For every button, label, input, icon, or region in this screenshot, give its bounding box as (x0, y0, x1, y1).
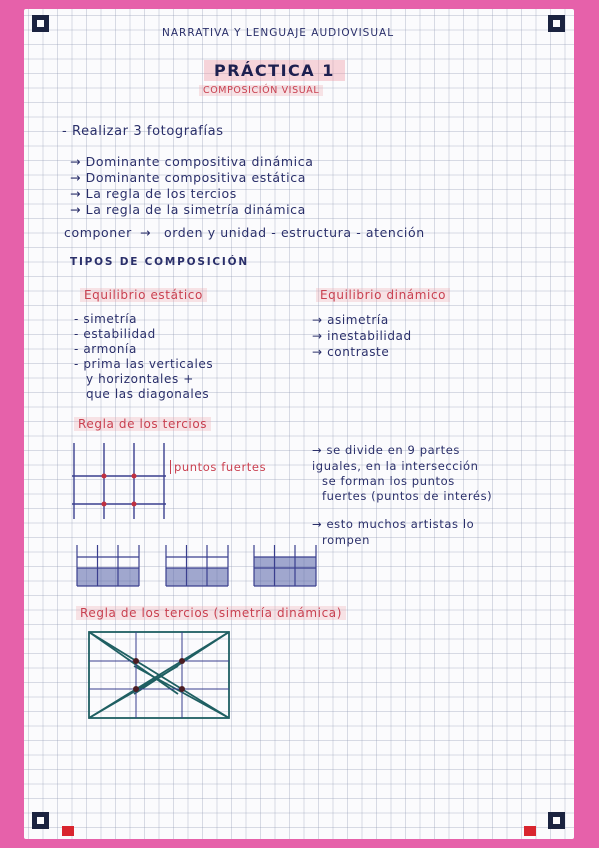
tercios-note: se forman los puntos (322, 474, 455, 488)
intersection-marker (179, 686, 185, 692)
corner-marker-top-left (32, 15, 49, 32)
intro-item: → Dominante compositiva estática (70, 170, 306, 185)
intro-item: → Dominante compositiva dinámica (70, 154, 314, 169)
tercios-note: iguales, en la intersección (312, 459, 479, 473)
tercios-note: → se divide en 9 partes (312, 443, 460, 457)
estatico-item: - armonía (74, 342, 137, 356)
strong-point-marker (102, 474, 107, 479)
strong-point-marker (132, 502, 137, 507)
intersection-marker (179, 658, 185, 664)
estatico-item: y horizontales + (86, 372, 194, 386)
tipos-heading: TIPOS DE COMPOSICIÓN (70, 256, 249, 268)
intro-item: → La regla de la simetría dinámica (70, 202, 306, 217)
tercios-note: → esto muchos artistas lo (312, 517, 475, 531)
dinamico-item: → contraste (312, 345, 390, 359)
estatico-item: - simetría (74, 312, 138, 326)
notebook-page (24, 9, 574, 839)
red-marker-left (62, 826, 74, 836)
red-marker-right (524, 826, 536, 836)
estatico-item: - estabilidad (74, 327, 156, 341)
corner-marker-top-right (548, 15, 565, 32)
page-subtitle: COMPOSICIÓN VISUAL (199, 85, 323, 96)
corner-marker-bottom-left (32, 812, 49, 829)
equilibrio-dinamico-title: Equilibrio dinámico (316, 288, 450, 302)
estatico-item: - prima las verticales (74, 357, 214, 371)
simetria-title: Regla de los tercios (simetría dinámica) (76, 606, 346, 620)
intersection-marker (133, 686, 139, 692)
dynamic-symmetry-diagram (86, 629, 232, 721)
intro-item: → La regla de los tercios (70, 186, 237, 201)
page-title: PRÁCTICA 1 (204, 60, 345, 81)
dinamico-item: → inestabilidad (312, 329, 412, 343)
corner-marker-bottom-right (548, 812, 565, 829)
dinamico-item: → asimetría (312, 313, 389, 327)
componer-arrow: → (140, 225, 152, 240)
tercios-title: Regla de los tercios (74, 417, 211, 431)
componer-rest: orden y unidad - estructura - atención (164, 225, 425, 240)
horizon-thirds-diagram-1 (76, 543, 140, 587)
tercios-note: rompen (322, 533, 370, 547)
strong-point-marker (132, 474, 137, 479)
componer-word: componer (64, 225, 132, 240)
horizon-thirds-diagram-2 (165, 543, 229, 587)
strong-point-marker (102, 502, 107, 507)
task-line: - Realizar 3 fotografías (62, 124, 224, 139)
tercios-note: fuertes (puntos de interés) (322, 489, 493, 503)
tercios-grid-diagram (72, 441, 168, 521)
course-header: NARRATIVA Y LENGUAJE AUDIOVISUAL (162, 27, 395, 39)
puntos-fuertes-label: puntos fuertes (170, 460, 266, 474)
intersection-marker (133, 658, 139, 664)
estatico-item: que las diagonales (86, 387, 210, 401)
equilibrio-estatico-title: Equilibrio estático (80, 288, 207, 302)
horizon-thirds-diagram-3 (253, 543, 317, 587)
